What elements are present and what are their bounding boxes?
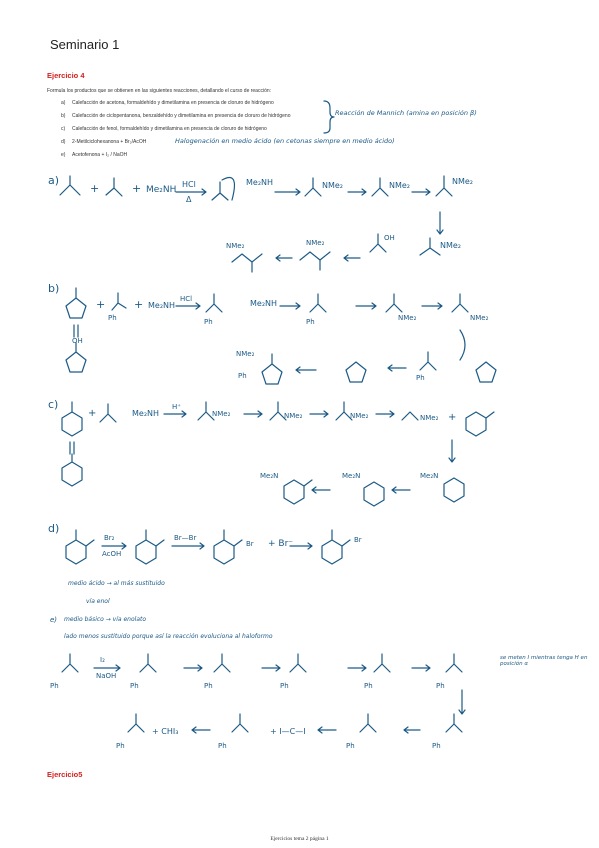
svg-text:NMe₂: NMe₂: [452, 177, 474, 186]
statement-item: b) Calefacción de ciclopentanona, benzaldehído y dimetilamina en presencia de cloruro de hidrógeno: [61, 113, 291, 119]
svg-text:+: +: [134, 298, 144, 311]
e-note-1: medio básico → vía enolato: [64, 616, 147, 623]
svg-text:Ph: Ph: [204, 682, 213, 690]
svg-text:Me₂N: Me₂N: [420, 472, 439, 480]
svg-text:OH: OH: [72, 337, 83, 345]
svg-text:+: +: [132, 182, 142, 195]
svg-text:+ Br⁻: + Br⁻: [268, 539, 294, 549]
phenol: [62, 402, 82, 436]
svg-text:+: +: [448, 412, 457, 423]
svg-text:Ph: Ph: [116, 742, 125, 750]
bracket: [324, 101, 334, 133]
svg-text:NaOH: NaOH: [96, 672, 117, 680]
svg-text:Ph: Ph: [280, 682, 289, 690]
svg-text:Δ: Δ: [186, 195, 192, 204]
svg-text:Br: Br: [246, 540, 254, 548]
svg-text:I₂: I₂: [100, 656, 105, 664]
part-label-d: d): [48, 522, 60, 535]
svg-text:Ph: Ph: [108, 314, 117, 322]
svg-text:OH: OH: [384, 234, 395, 242]
svg-text:NMe₂: NMe₂: [212, 410, 231, 418]
product-c: [284, 480, 312, 504]
svg-text:NMe₂: NMe₂: [284, 412, 303, 420]
svg-text:AcOH: AcOH: [102, 550, 122, 558]
me2nh-label: Me₂NH: [146, 185, 177, 195]
statement-item: c) Calefacción de fenol, formaldehído y dimetilamina en presencia de cloruro de hidrógeno: [61, 126, 267, 132]
exercise-5-heading: Ejercicio5: [47, 770, 83, 779]
svg-text:Ph: Ph: [416, 374, 425, 382]
svg-text:+ CHI₃: + CHI₃: [152, 727, 179, 736]
formaldehyde-structure: [106, 178, 122, 196]
svg-text:HCl: HCl: [182, 180, 196, 189]
svg-text:Ph: Ph: [364, 682, 373, 690]
svg-text:Ph: Ph: [218, 742, 227, 750]
svg-text:+: +: [90, 182, 100, 195]
svg-text:+: +: [88, 408, 97, 419]
statement-item: d) 2-Metilciclohexanona + Br₂/AcOH: [61, 139, 147, 145]
d-note-2: vía enol: [86, 598, 110, 605]
e-note-2: lado menos sustituido porque así la reacción evoluciona al haloformo: [64, 633, 273, 640]
statement-item: a) Calefacción de acetona, formaldehído y dimetilamina en presencia de cloruro de hidrógeno: [61, 100, 274, 106]
product-d: [322, 530, 350, 564]
page-footer: Ejercicios tema 2 página 1: [270, 836, 329, 842]
mannich-note: Reacción de Mannich (amina en posición β): [335, 109, 477, 117]
svg-text:Me₂NH: Me₂NH: [132, 409, 160, 418]
svg-text:Ph: Ph: [50, 682, 59, 690]
d-note-1: medio ácido → al más sustituido: [68, 580, 165, 587]
svg-text:Br₂: Br₂: [104, 534, 115, 542]
halogenation-note: Halogenación en medio ácido (en cetonas siempre en medio ácido): [175, 137, 395, 145]
part-label-b: b): [48, 282, 60, 295]
svg-text:Ph: Ph: [130, 682, 139, 690]
svg-text:NMe₂: NMe₂: [440, 241, 462, 250]
statement-item: e) Acetofenona + I₂ / NaOH: [61, 152, 128, 158]
page-title: Seminario 1: [50, 37, 120, 52]
svg-text:NMe₂: NMe₂: [226, 242, 245, 250]
enol-tautomer: [66, 343, 86, 372]
exercise-4-heading: Ejercicio 4: [47, 71, 85, 80]
svg-text:Me₂N: Me₂N: [260, 472, 279, 480]
svg-text:+: +: [96, 298, 106, 311]
product-e: [128, 714, 144, 732]
part-label-a: a): [48, 174, 60, 187]
svg-text:Ph: Ph: [204, 318, 213, 326]
svg-text:Br—Br: Br—Br: [174, 534, 197, 542]
acetophenone: [62, 654, 78, 672]
svg-text:Br: Br: [354, 536, 362, 544]
svg-text:Me₂N: Me₂N: [342, 472, 361, 480]
svg-text:NMe₂: NMe₂: [350, 412, 369, 420]
product-a: [232, 254, 262, 272]
svg-text:Ph: Ph: [432, 742, 441, 750]
e-side-note: se meten I mientras tenga H en posición α: [500, 655, 588, 667]
svg-text:H⁺: H⁺: [172, 403, 181, 411]
svg-text:NMe₂: NMe₂: [389, 181, 411, 190]
svg-text:Ph: Ph: [238, 372, 247, 380]
2-methylcyclohexanone: [66, 530, 94, 564]
product-b: [262, 354, 282, 384]
statement-intro: Formula los productos que se obtienen en las siguientes reacciones, detallando el curso de reacción:: [47, 88, 272, 94]
svg-text:NMe₂: NMe₂: [306, 239, 325, 247]
svg-text:NMe₂: NMe₂: [470, 314, 489, 322]
part-label-c: c): [48, 398, 59, 411]
svg-text:Ph: Ph: [436, 682, 445, 690]
svg-text:Me₂NH: Me₂NH: [246, 178, 274, 187]
svg-text:NMe₂: NMe₂: [398, 314, 417, 322]
svg-text:+ I—C—I: + I—C—I: [270, 727, 306, 736]
svg-text:NMe₂: NMe₂: [420, 414, 439, 422]
svg-text:Ph: Ph: [346, 742, 355, 750]
part-e-mechanism: [0, 640, 599, 760]
cyclopentanone: [66, 288, 86, 318]
svg-text:Me₂NH: Me₂NH: [250, 299, 278, 308]
part-label-e: e): [50, 616, 58, 624]
svg-text:NMe₂: NMe₂: [236, 350, 255, 358]
svg-text:Me₂NH: Me₂NH: [148, 301, 176, 310]
svg-text:HCl: HCl: [180, 295, 193, 303]
acetone-structure: [60, 176, 80, 195]
svg-text:Ph: Ph: [306, 318, 315, 326]
svg-text:NMe₂: NMe₂: [322, 181, 344, 190]
protonated-aldehyde: [212, 178, 234, 201]
